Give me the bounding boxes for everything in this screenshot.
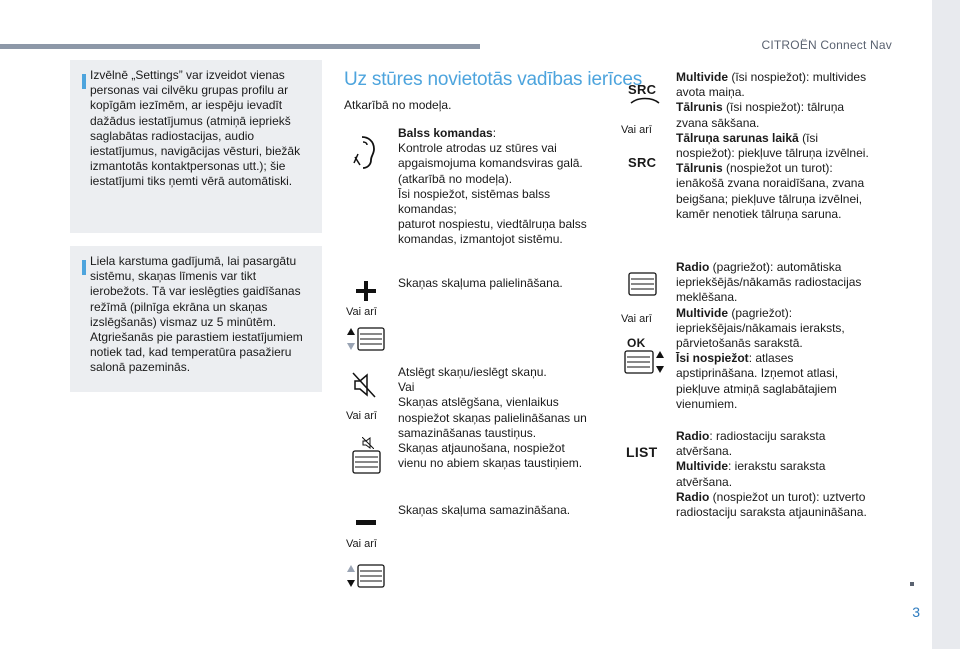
radio-text (676, 260, 876, 412)
src-button-label: SRC (628, 82, 657, 97)
note-text: Izvēlnē „Settings” var izveidot vienas personas vai cilvēku grupas profilu ar kopīgām iezīmēm, ar iespēju ievadīt dažādus iestatījumus (atmiņā iepriekš saglabātas radiostacijas, audio iestatījumus, navigācijas vēsturi, biežāk izmantotās kontaktpersonas utt.); šie iestatījumi tiks ņemti vērā automātiski. (90, 68, 301, 189)
list-term: Multivide (676, 459, 729, 474)
src-desc: (īsi nospiežot): tālruņa zvana sākšana. (676, 100, 845, 130)
list-button-label: LIST (626, 444, 658, 460)
mute-text: Atslēgt skaņu/ieslēgt skaņu. Vai Skaņas atslēgšana, vienlaikus nospiežot skaņas palielināšanas un samazināšanas taustiņus. Skaņas atjaunošana, nospiežot vienu no abiem skaņas taustiņiem. (398, 365, 587, 471)
alt-label: Vai arī (621, 313, 652, 325)
src-phone-icon (630, 97, 660, 105)
section-title: Uz stūres novietotās vadības ierīces (344, 69, 642, 90)
src-term: Tālruņa sarunas laikā (676, 130, 799, 145)
alt-label: Vai arī (346, 410, 377, 422)
volume-down-text: Skaņas skaļuma samazināšana. (398, 503, 571, 517)
src-button-label: SRC (628, 155, 657, 170)
radio-term: Multivide (676, 305, 729, 320)
voice-command-desc: : Kontrole atrodas uz stūres vai apgaismojuma komandsviras galā. (atkarībā no modeļa). Īsi nospiežot, sistēmas balss komandas; paturot nospiestu, viedtālruņa balss komandas, izmantojot sistēmu. (398, 126, 587, 247)
thumbwheel-icon (628, 272, 658, 296)
radio-term: Īsi nospiežot (676, 351, 749, 366)
list-desc: : ierakstu saraksta atvēršana. (676, 459, 826, 489)
list-text (676, 429, 876, 520)
note-text: Liela karstuma gadījumā, lai pasargātu sistēmu, skaņas līmenis var tikt ierobežots. Tā var ieslēgties gaidīšanas režīmā (pilnīga ekrāna un skaņas izslēgšanās) vismaz uz 5 minūtēm. Atgriešanās pie parastiem iestatījumiem notiek tad, kad temperatūra pasažieru salonā pazeminās. (90, 254, 303, 375)
alt-label: Vai arī (346, 306, 377, 318)
section-subtitle: Atkarībā no modeļa. (344, 98, 452, 112)
info-note (70, 60, 322, 233)
thumbwheel-icon (352, 450, 382, 474)
src-text (676, 70, 876, 222)
radio-desc: (pagriežot): automātiska iepriekšējās/nākamās radiostacijas meklēšana. (676, 260, 862, 305)
src-term: Tālrunis (676, 100, 723, 115)
volume-up-text: Skaņas skaļuma palielināšana. (398, 276, 563, 290)
src-term: Multivide (676, 70, 729, 84)
src-desc: (nospiežot un turot): ienākošā zvana noraidīšana, zvana beigšana; piekļuve tālruņa izvēlnei, kamēr nenotiek tālruņa saruna. (676, 161, 865, 221)
brand-title: CITROËN Connect Nav (761, 38, 892, 52)
alt-label: Vai arī (346, 538, 377, 550)
minus-icon (356, 520, 376, 525)
src-term: Tālrunis (676, 161, 723, 176)
src-desc: (īsi nospiežot): multivides avota maiņa. (676, 70, 867, 100)
info-note (70, 246, 322, 392)
ok-button-label: OK (627, 336, 646, 350)
header-rule (0, 44, 480, 49)
voice-command-term: Balss komandas (398, 126, 493, 140)
thumbwheel-down-icon (346, 563, 386, 589)
alt-label: Vai arī (621, 124, 652, 136)
list-term: Radio (676, 489, 710, 504)
info-marker (82, 260, 86, 275)
mute-icon (352, 372, 376, 398)
page-edge-strip (932, 0, 960, 649)
plus-icon (356, 281, 376, 301)
radio-term: Radio (676, 260, 710, 274)
mute-small-icon (362, 437, 374, 449)
radio-desc: (pagriežot): iepriekšējais/nākamais ieraksts, pārvietošanās sarakstā. (676, 305, 845, 351)
src-desc: (īsi nospiežot): piekļuve tālruņa izvēlnei. (676, 130, 869, 161)
list-desc: (nospiežot un turot): uztverto radiostaciju saraksta atjaunināšana. (676, 489, 867, 520)
list-desc: : radiostaciju saraksta atvēršana. (676, 429, 826, 459)
voice-command-icon (352, 135, 382, 173)
info-marker (82, 74, 86, 89)
page-marker (910, 582, 914, 586)
list-term: Radio (676, 429, 710, 443)
voice-command-text (398, 126, 594, 248)
thumbwheel-up-icon (346, 326, 386, 352)
thumbwheel-up-down-icon (624, 349, 668, 375)
page-number: 3 (912, 604, 920, 620)
radio-desc: : atlases apstiprināšana. Izņemot atlasi, piekļuve atmiņā saglabātajiem vienumiem. (676, 351, 839, 411)
